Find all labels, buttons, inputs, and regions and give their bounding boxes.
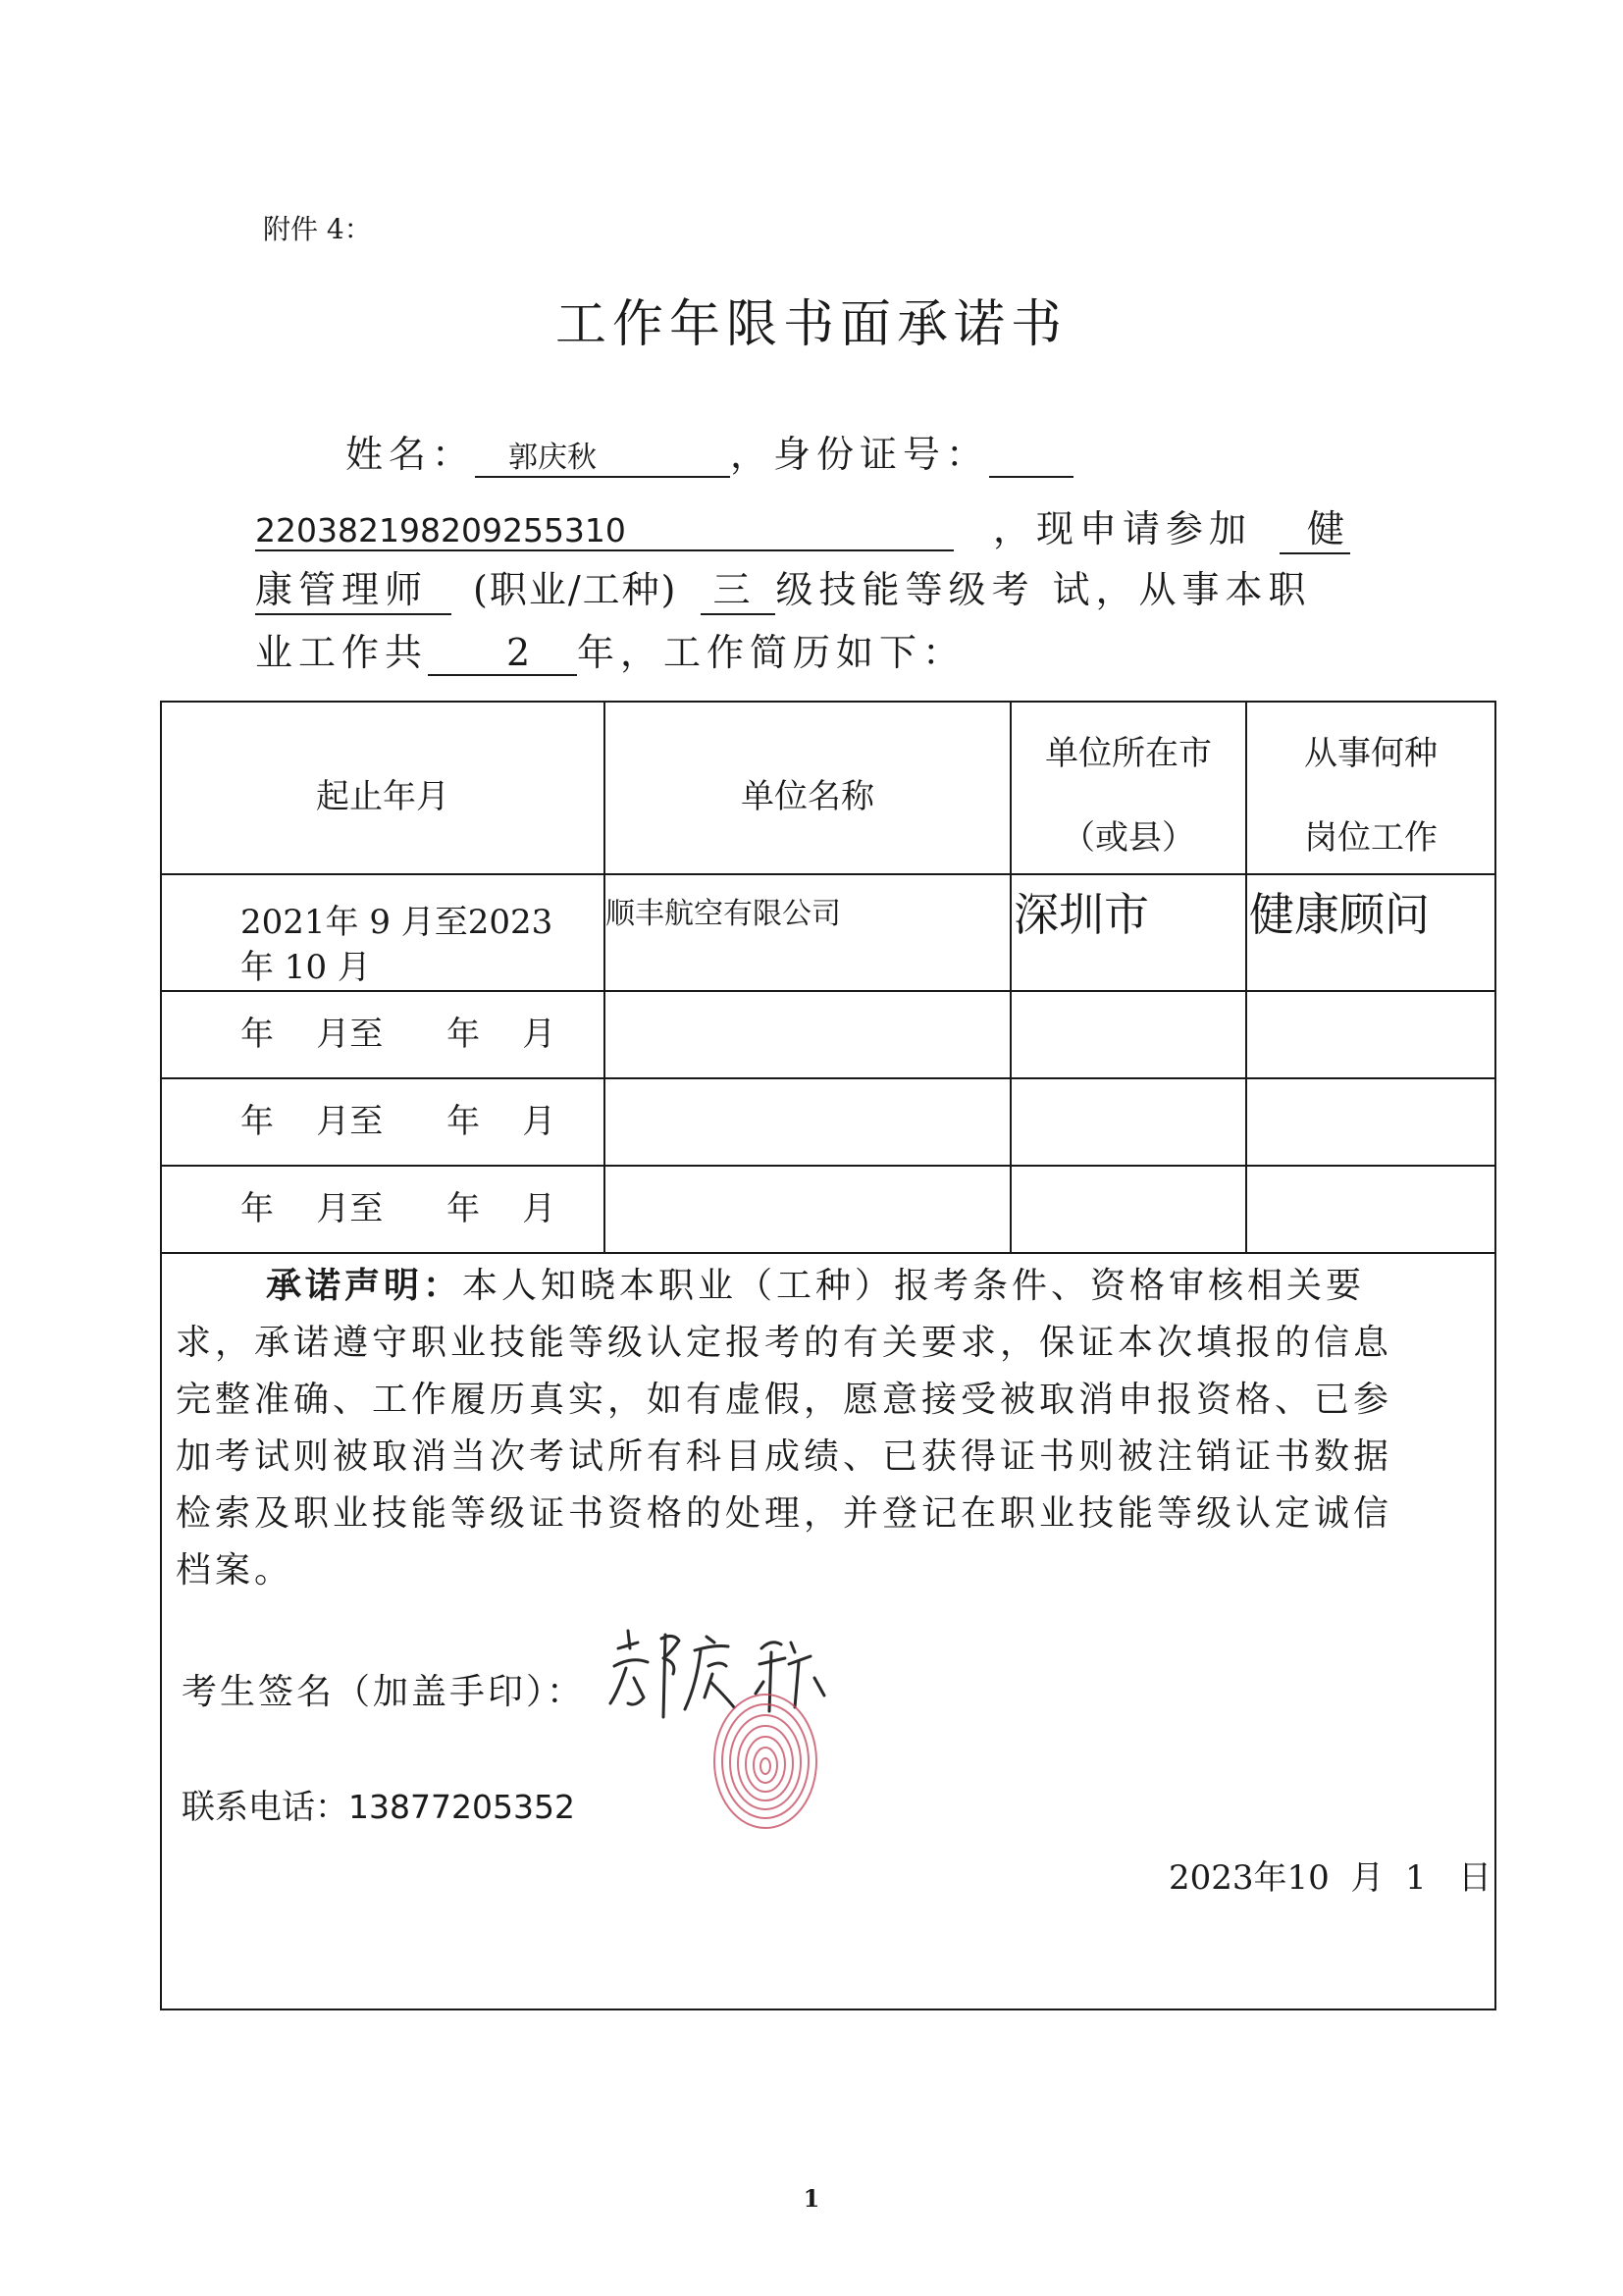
id-underline	[989, 433, 1073, 478]
attachment-label: 附件 4：	[263, 213, 372, 245]
applicant-line-4	[255, 622, 966, 676]
header-position-line1: 从事何种	[1304, 734, 1438, 773]
row3-period: 年 月至 年 月	[240, 1102, 556, 1141]
row1-city: 深圳市	[1014, 888, 1149, 941]
name-label: 姓名：	[345, 433, 476, 476]
work-years: 2	[428, 631, 577, 676]
fingerprint-stamp	[707, 1688, 824, 1835]
declaration-line-4: 加考试则被取消当次考试所有科目成绩、已获得证书则被注销证书数据	[176, 1436, 1393, 1477]
work-history-form	[160, 701, 1496, 2010]
declaration-line-3: 完整准确、工作履历真实，如有虚假，愿意接受被取消申报资格、已参	[176, 1380, 1393, 1420]
years-suffix: 年，工作简历如下：	[577, 631, 967, 674]
header-period: 起止年月	[316, 777, 449, 816]
apply-text: ，现申请参加	[993, 507, 1253, 550]
id-label: ，身份证号：	[730, 433, 990, 476]
row-divider-1	[162, 990, 1494, 992]
row2-period: 年 月至 年 月	[240, 1015, 556, 1054]
header-city-line1: 单位所在市	[1045, 734, 1212, 773]
row1-period-line1: 2021年 9 月至2023	[240, 903, 553, 942]
occupation-part1: 健	[1280, 498, 1350, 554]
row4-period: 年 月至 年 月	[240, 1189, 556, 1228]
row-divider-header	[162, 873, 1494, 875]
row1-period-line2: 年 10 月	[240, 948, 371, 987]
years-prefix: 业工作共	[255, 631, 429, 674]
declaration-text-1: 本人知晓本职业（工种）报考条件、资格审核相关要	[462, 1266, 1366, 1306]
skill-level: 三	[701, 559, 775, 615]
document-title: 工作年限书面承诺书	[554, 295, 1068, 354]
row-divider-3	[162, 1165, 1494, 1167]
declaration-line-6: 档案。	[176, 1550, 294, 1591]
applicant-name: 郭庆秋	[475, 433, 730, 478]
declaration-line-5: 检索及职业技能等级证书资格的处理，并登记在职业技能等级认定诚信	[176, 1493, 1393, 1534]
occupation-part2: 康管理师	[255, 559, 451, 615]
occupation-suffix: (职业/工种)	[473, 568, 678, 611]
col-divider-3	[1245, 703, 1247, 1252]
page-number: 1	[803, 2184, 820, 2213]
id-number: 220382198209255310	[255, 511, 954, 551]
contact-phone: 13877205352	[348, 1788, 575, 1826]
signature-label: 考生签名（加盖手印）：	[182, 1672, 586, 1712]
sign-date: 2023年10 月 1 日	[1169, 1858, 1492, 1898]
declaration-line-1	[266, 1258, 1365, 1308]
header-unit-name: 单位名称	[741, 777, 874, 816]
row-divider-2	[162, 1077, 1494, 1079]
header-city-line2: （或县）	[1062, 818, 1195, 858]
row-divider-4	[162, 1252, 1494, 1254]
applicant-line-3	[255, 559, 1312, 615]
declaration-label: 承诺声明：	[266, 1266, 463, 1306]
row1-unit-name: 顺丰航空有限公司	[605, 897, 841, 931]
applicant-line-2	[255, 498, 1350, 554]
contact-label: 联系电话：	[182, 1788, 348, 1827]
declaration-line-2: 求，承诺遵守职业技能等级认定报考的有关要求，保证本次填报的信息	[176, 1323, 1393, 1363]
contact-line	[182, 1780, 575, 1828]
row1-position: 健康顾问	[1249, 888, 1430, 941]
header-position-line2: 岗位工作	[1304, 818, 1438, 858]
col-divider-2	[1010, 703, 1012, 1252]
applicant-line-1	[345, 424, 1073, 478]
level-text: 级技能等级考 试，从事本职	[775, 568, 1312, 611]
